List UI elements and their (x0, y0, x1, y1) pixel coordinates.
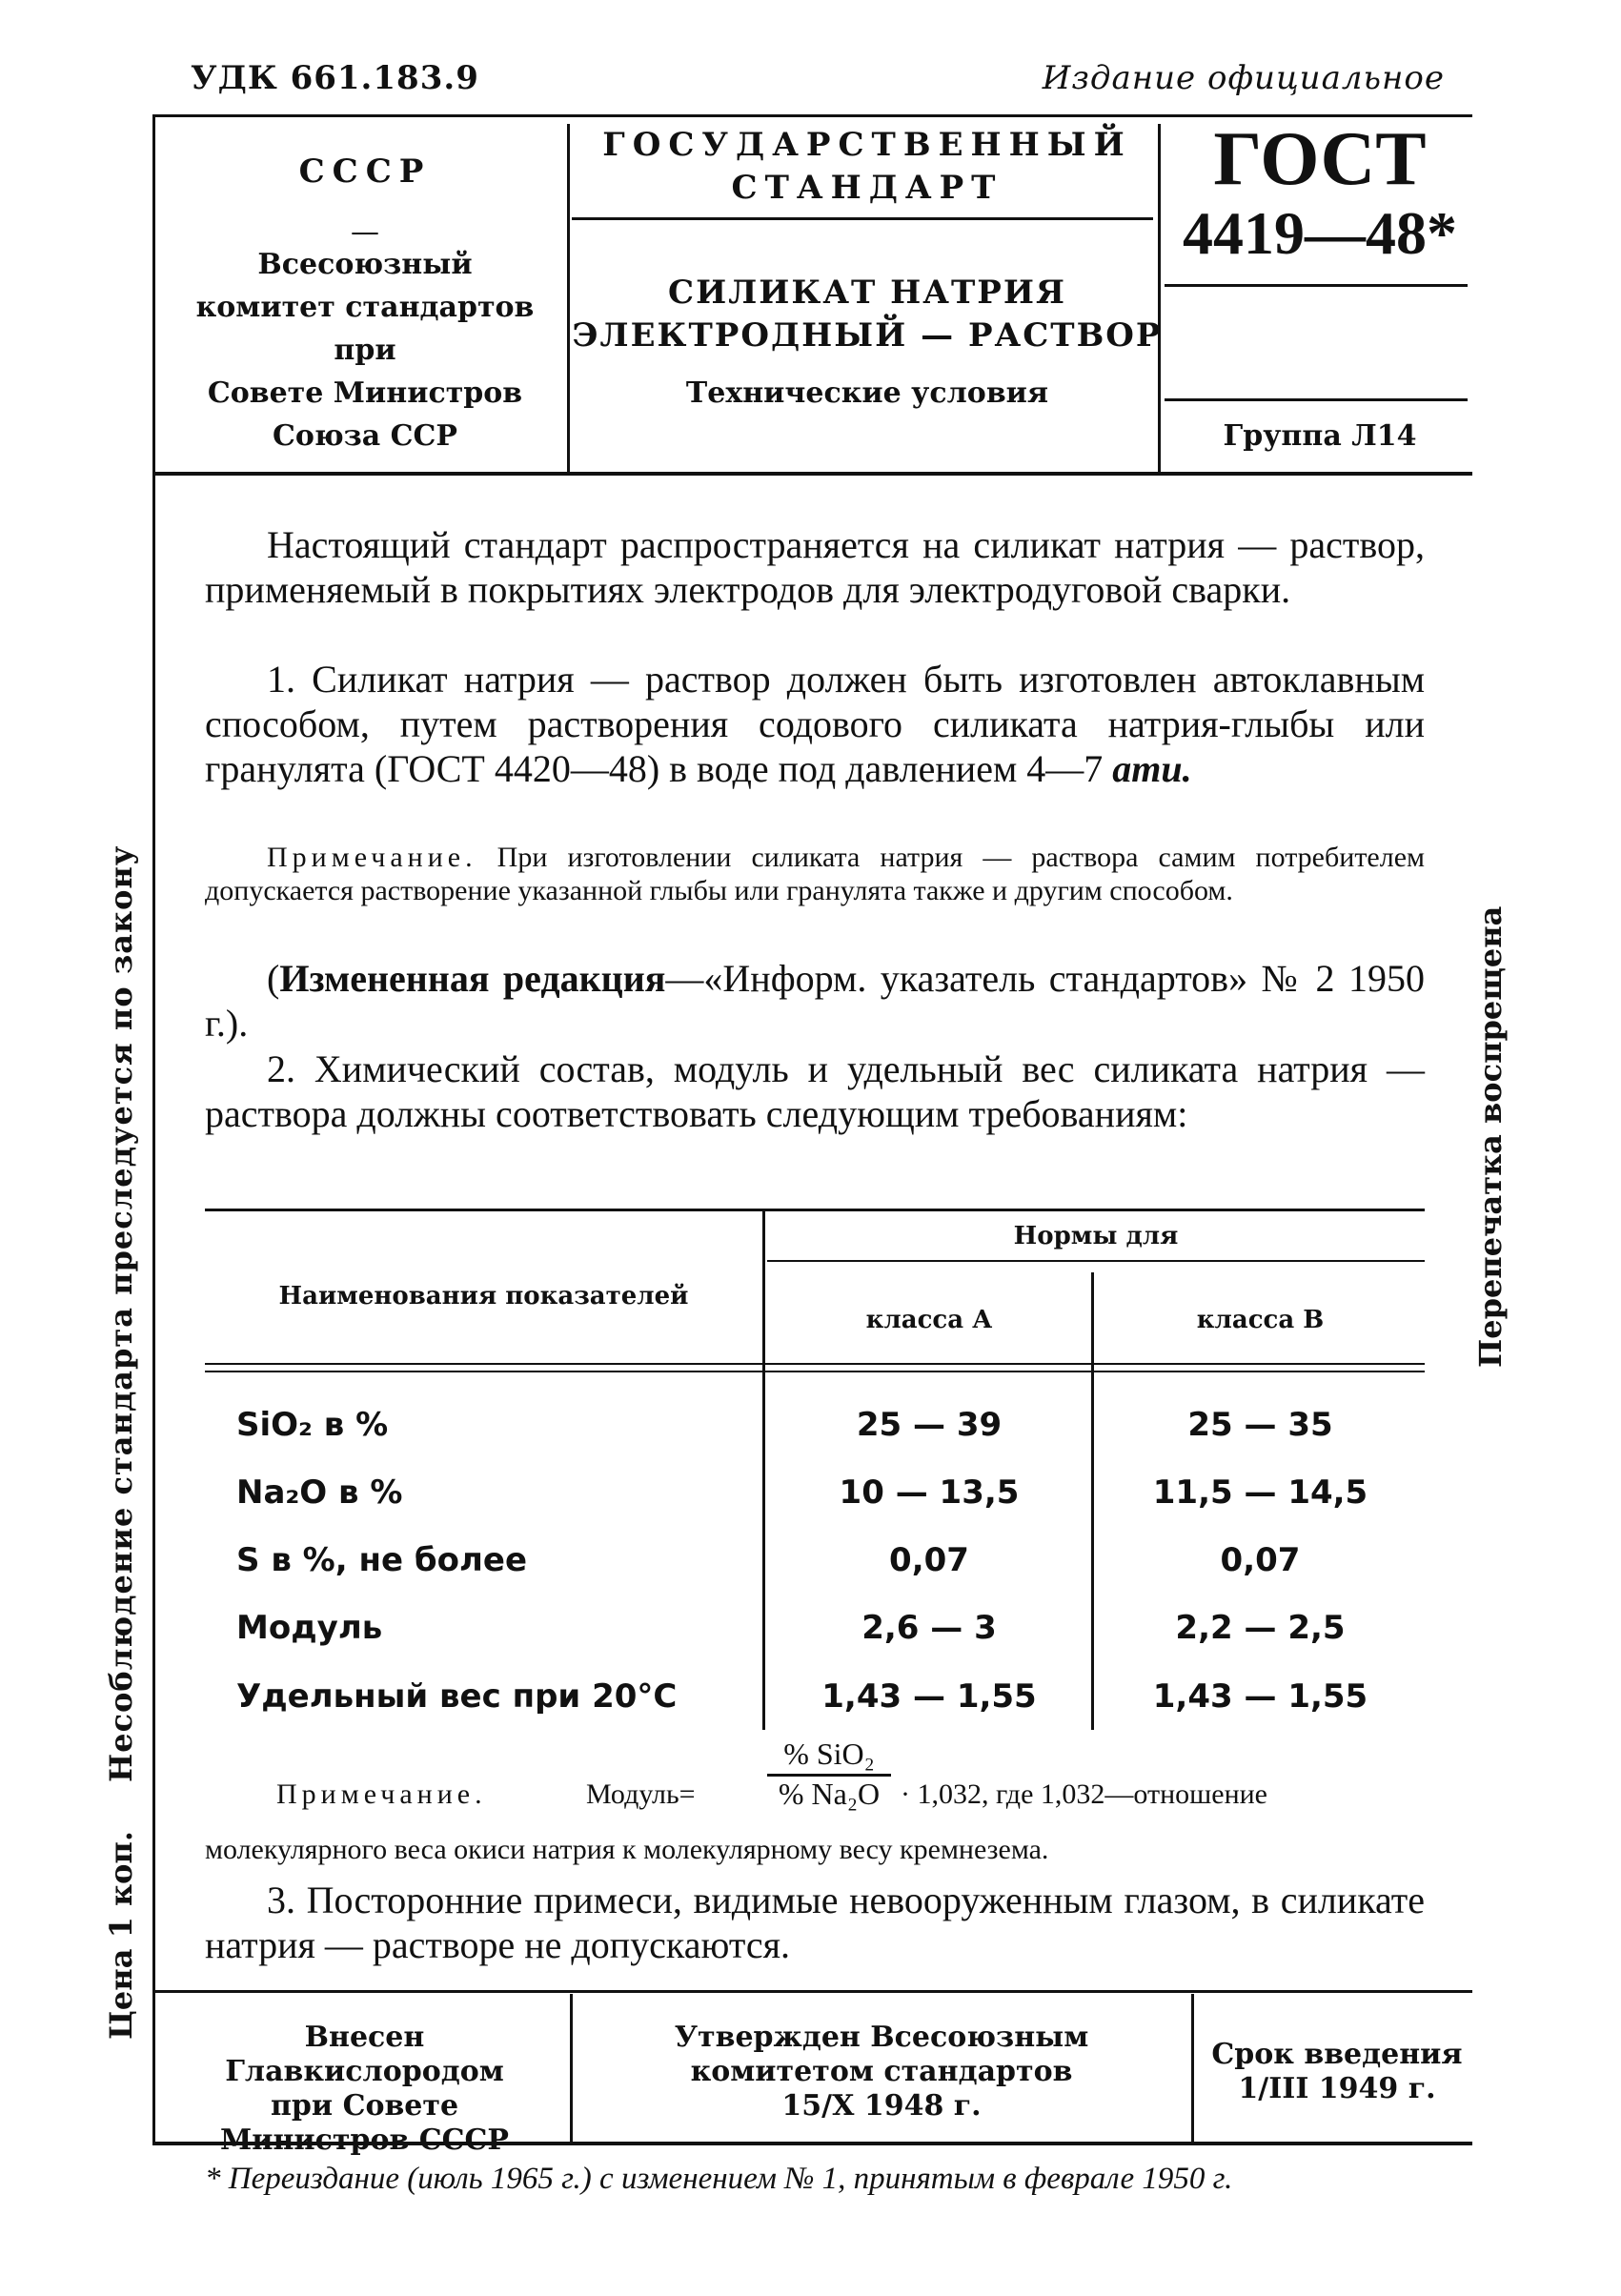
committee-line: комитет стандартов (195, 291, 535, 324)
effective-line: Срок введения (1211, 2038, 1463, 2071)
table-cell-class-a: 25 — 39 (856, 1406, 1003, 1444)
country-label: СССР (298, 152, 432, 191)
table-cell-class-b: 1,43 — 1,55 (1152, 1677, 1368, 1716)
approved-line: 15/X 1948 г. (781, 2089, 982, 2123)
committee-line: Совете Министров (207, 376, 523, 410)
header-right-rule-1 (1165, 284, 1468, 287)
table-row-name: Удельный вес при 20°C (236, 1677, 678, 1716)
paragraph-1: 1. Силикат натрия — раствор должен быть изготовлен автоклавным способом, путем растворения содового силиката натрия-глыбы или гранулята (ГОСТ 4420—48) в воде под давлением 4—7 ати. (205, 658, 1425, 790)
committee-line: Всесоюзный (257, 248, 473, 281)
committee-line: Союза ССР (273, 419, 457, 453)
committee-line: при (334, 334, 396, 367)
committee-block (160, 243, 570, 457)
formula-denominator: % Na₂O (778, 1777, 881, 1811)
side-text-reprint: Перепечатка воспрещена (1472, 905, 1509, 1368)
introduced-by (162, 2021, 567, 2158)
footer-divider-2 (1191, 1994, 1194, 2142)
standard-type-line: ГОСУДАРСТВЕННЫЙ (602, 126, 1132, 164)
document-title-line: СИЛИКАТ НАТРИЯ (668, 274, 1066, 312)
side-text-price: Цена 1 коп. (103, 1831, 139, 2040)
footer-divider-1 (570, 1994, 573, 2142)
introduced-line: при Совете (270, 2089, 459, 2123)
group-label: Группа Л14 (1223, 419, 1417, 453)
edition-label: Издание официальное (1042, 59, 1445, 97)
header-middle-rule (572, 217, 1153, 220)
standard-type (572, 124, 1163, 210)
note-2-label: Примечание. (276, 1778, 487, 1810)
approved-line: Утвержден Всесоюзным (674, 2021, 1089, 2054)
standard-type-line: СТАНДАРТ (731, 169, 1003, 207)
paragraph-2: 2. Химический состав, модуль и удельный вес силиката натрия — раствора должны соответствовать следующим требованиям: (205, 1047, 1425, 1135)
table-header-class-b: класса В (1196, 1306, 1325, 1334)
approved-line: комитетом стандартов (690, 2055, 1073, 2088)
udk-code: УДК 661.183.9 (191, 59, 479, 97)
table-top-line (205, 1209, 1425, 1211)
approved-by (577, 2021, 1186, 2123)
gost-label: ГОСТ (1213, 117, 1427, 201)
table-row-name: SiO₂ в % (236, 1406, 389, 1444)
paragraph-3: 3. Посторонние примеси, видимые невооруженным глазом, в силикате натрия — растворе не допускаются. (205, 1879, 1425, 1966)
table-norms-rule (767, 1260, 1425, 1262)
table-header-rule-1 (205, 1363, 1425, 1365)
document-title-line: ЭЛЕКТРОДНЫЙ — РАСТВОР (572, 316, 1163, 355)
frame-left-line (152, 114, 155, 2144)
footer-top-line (152, 1990, 1472, 1993)
table-cell-class-b: 2,2 — 2,5 (1175, 1609, 1346, 1647)
table-cell-class-a: 0,07 (889, 1541, 969, 1579)
side-text-legal: Несоблюдение стандарта преследуется по закону (103, 844, 139, 1782)
note-2-prefix: Модуль= (586, 1778, 696, 1810)
table-cell-class-b: 11,5 — 14,5 (1152, 1473, 1368, 1512)
note-1: Примечание. При изготовлении силиката натрия — раствора самим потребителем допускается растворение указанной глыбы или гранулята также и другим способом. (205, 842, 1426, 906)
introduced-line: Внесен Главкислородом (225, 2021, 504, 2088)
introduced-line: Министров СССР (220, 2123, 509, 2157)
module-formula (767, 1737, 891, 1812)
table-col-divider-2 (1091, 1272, 1094, 1730)
document-subtitle: Технические условия (685, 376, 1049, 410)
note-2-line-2: молекулярного веса окиси натрия к молекулярному весу кремнезема. (205, 1834, 1049, 1865)
table-cell-class-b: 25 — 35 (1187, 1406, 1333, 1444)
intro-paragraph: Настоящий стандарт распространяется на силикат натрия — раствор, применяемый в покрытиях электродов для электродуговой сварки. (205, 523, 1425, 611)
table-cell-class-a: 2,6 — 3 (861, 1609, 997, 1647)
table-header-rule-2 (205, 1371, 1425, 1372)
table-col-divider-1 (762, 1210, 765, 1730)
table-row-name: Na₂O в % (236, 1473, 403, 1512)
header-bottom-line (152, 472, 1472, 476)
table-row-name: Модуль (236, 1609, 383, 1647)
table-cell-class-a: 1,43 — 1,55 (821, 1677, 1037, 1716)
country-dash: — (351, 215, 379, 249)
table-header-norms: Нормы для (1013, 1222, 1179, 1250)
table-cell-class-b: 0,07 (1220, 1541, 1301, 1579)
table-row-name: S в %, не более (236, 1541, 528, 1579)
header-right-rule-2 (1165, 398, 1468, 401)
note-2-suffix: · 1,032, где 1,032—отношение (901, 1778, 1267, 1810)
effective-date (1199, 2038, 1475, 2106)
formula-numerator: % SiO₂ (767, 1737, 891, 1777)
table-cell-class-a: 10 — 13,5 (839, 1473, 1020, 1512)
revision-note: (Измененная редакция—«Информ. указатель стандартов» № 2 1950 г.). (205, 957, 1425, 1045)
reissue-footnote: * Переиздание (июль 1965 г.) с изменением № 1, принятым в феврале 1950 г. (205, 2162, 1233, 2196)
document-title (572, 272, 1163, 357)
pressure-unit: ати. (1112, 747, 1192, 790)
gost-number: 4419—48* (1183, 199, 1457, 267)
table-header-class-a: класса А (865, 1306, 993, 1334)
effective-line: 1/III 1949 г. (1238, 2072, 1436, 2105)
table-header-name: Наименования показателей (278, 1282, 689, 1311)
